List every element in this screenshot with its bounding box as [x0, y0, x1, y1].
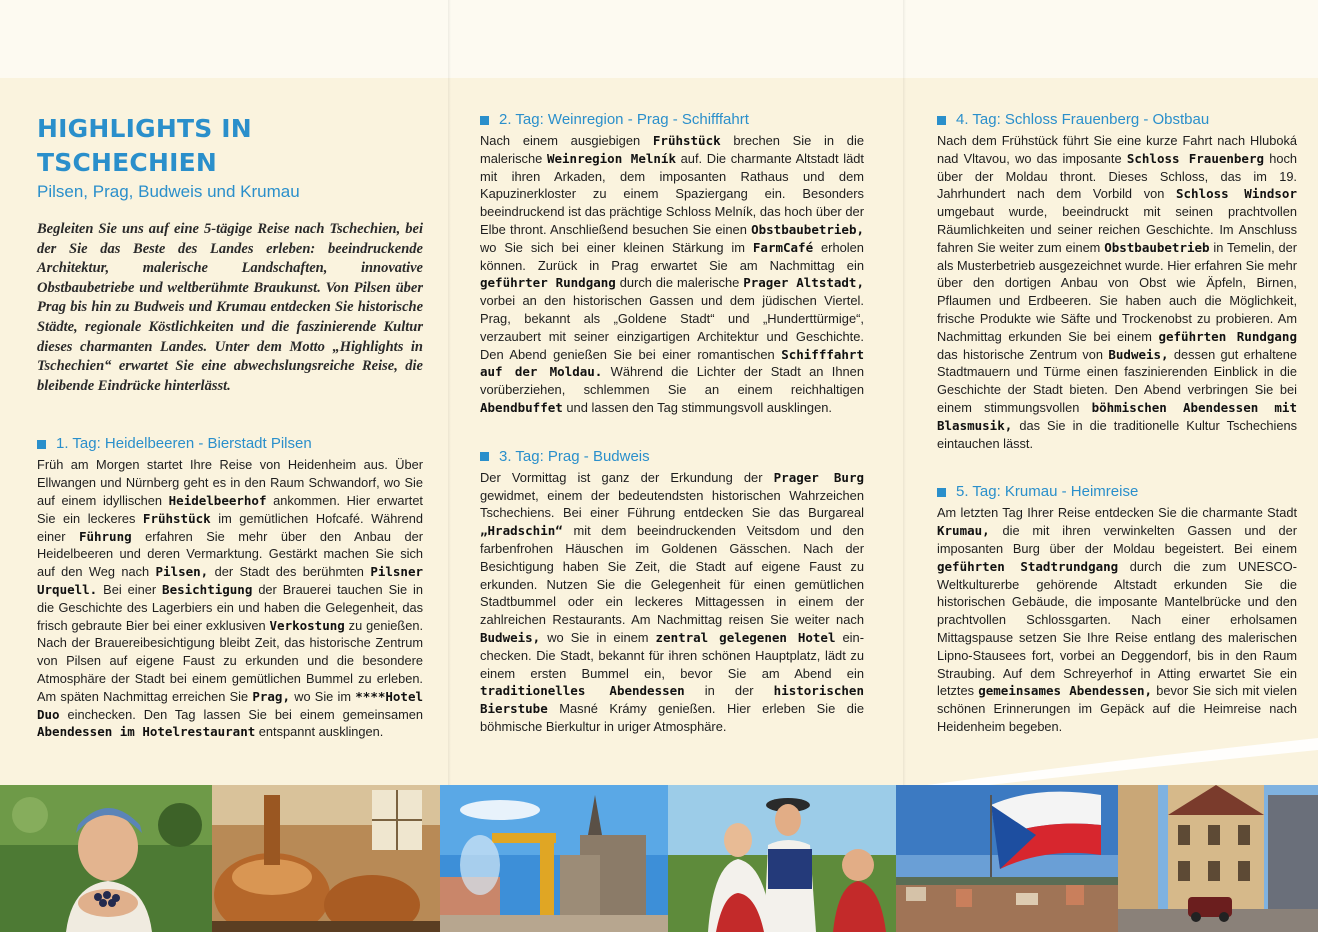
body-text: wo Sie im	[289, 688, 356, 704]
highlight-term: Prag,	[252, 688, 290, 704]
highlight-term: historischen Bierstube	[480, 683, 864, 717]
body-text: brechen Sie in die malerische	[480, 133, 864, 166]
body-text: die mit ihren verwinkelten Gassen und der imposanten Burg über der Moldau begeistert. Bei einem	[937, 523, 1297, 556]
highlight-term: geführten Rundgang	[1158, 328, 1297, 344]
body-text: Früh am Morgen startet Ihre Reise von Heidenheim aus. Über Ellwangen und Nürnberg geht es in den Raum Schwandorf, wo Sie auf einem idyllischen	[37, 457, 423, 508]
body-text: Während die Lichter der Stadt an Ihnen vorüberziehen, schlemmen Sie an einem reichhaltigen	[480, 364, 864, 398]
body-text: wo Sie sich bei einer kleinen Stärkung im	[480, 239, 753, 255]
body-text: das Sie in die traditionelle Kultur Tschechiens eintauchen lässt.	[937, 417, 1297, 451]
body-text: erholen können. Zurück in Prag erwartet Sie am Nachmittag ein	[480, 239, 864, 273]
body-text: auf. Die charmante Altstadt lädt mit ihren Arkaden, dem imposanten Rathaus und dem Kapuzinerkloster zu einem Spaziergang ein. Besonders beeindruckend ist das prächtige Schloss Melník, das hoch über der Elbe thront. Anschließend besuchen Sie einen	[480, 150, 864, 237]
highlight-term: ****Hotel Duo	[37, 688, 423, 722]
day-heading-label: 3. Tag: Prag - Budweis	[499, 447, 650, 465]
body-text: Bei einer	[97, 581, 163, 597]
body-text: vorbei an den historischen Gassen und dem jüdischen Viertel. Prag, bekannt als „Goldene Stadt“ und „Hunderttürmige“, verzaubert mit seiner einzigartigen Architektur und Geschichte. Den Abend genießen Sie bei einer romantischen	[480, 293, 864, 362]
body-text: dessen gut erhaltene Stadtmauern und Türme einen faszinierenden Einblick in die Geschichte der Stadt bieten. Den Abend verbringen Sie bei einem stimmungsvollen	[937, 346, 1297, 415]
highlight-term: Obstbaubetrieb,	[751, 221, 864, 237]
body-text: Masné Krámy genießen. Hier erleben Sie die böhmische Bierkultur in uriger Atmosphäre.	[480, 701, 864, 734]
day-heading-label: 2. Tag: Weinregion - Prag - Schifffahrt	[499, 111, 749, 128]
body-text: und lassen den Tag stimmungsvoll ausklingen.	[562, 399, 832, 415]
body-text: gewidmet, einem der bedeutendsten historischen Wahrzeichen Tschechiens. Bei einer Führung entdecken Sie das Burgareal	[480, 487, 864, 521]
day-heading-label: 5. Tag: Krumau - Heimreise	[956, 483, 1139, 501]
photo-strip	[0, 785, 1318, 932]
body-text: durch die malerische	[615, 275, 744, 291]
highlight-term: Frühstück	[652, 133, 721, 148]
highlight-term: Prager Burg	[773, 469, 864, 485]
photo-prague-flag-panorama	[896, 785, 1118, 932]
body-text: wo Sie in einem	[540, 629, 656, 645]
highlight-term: Abendbuffet	[480, 399, 563, 415]
photo-prague-old-town-hall	[1118, 785, 1318, 932]
highlight-term: Prager Altstadt,	[743, 275, 864, 291]
highlight-term: Weinregion Melník	[546, 150, 676, 166]
highlight-term: geführten Stadtrundgang	[937, 558, 1119, 574]
body-text: durch die zum UNESCO-Weltkulturerbe gehörende Altstadt erkunden Sie die historischen Gebäude, die imposante Mantelbrücke und den prachtvollen Schlossgarten. Nach einer erholsamen Mittagspause setzen Sie Ihre Reise entlang des malerischen Lipno-Stausees fort, vorbei an Deggendorf, bis in den Raum Straubing. Auf dem Schreyerhof in Atting erwartet Sie ein letztes	[937, 558, 1297, 699]
highlight-term: Budweis,	[1108, 346, 1169, 362]
photo-folk-dancers	[668, 785, 896, 932]
highlight-term: gemeinsames Abendessen,	[978, 683, 1153, 699]
highlight-term: Pilsner Urquell.	[37, 564, 423, 597]
photo-pilsen-square-fountain	[440, 785, 668, 932]
highlight-term: Schloss Windsor	[1176, 186, 1297, 202]
highlight-term: Obstbaubetrieb	[1104, 239, 1210, 255]
body-text: Nach einem ausgiebigen	[480, 133, 653, 148]
highlight-term: „Hradschin“	[480, 523, 563, 539]
highlight-term: Schloss Frauenberg	[1126, 150, 1264, 166]
highlight-term: geführter Rundgang	[480, 275, 616, 291]
body-text: in der	[684, 683, 774, 699]
highlight-term: Abendessen im Hotelrestaurant	[37, 724, 256, 740]
highlight-term: traditionelles Abendessen	[480, 683, 685, 699]
day-heading-label: 1. Tag: Heidelbeeren - Bierstadt Pilsen	[56, 435, 312, 453]
body-text: der Stadt des berühmten	[208, 564, 371, 580]
photo-brewhouse-kettles	[212, 785, 440, 932]
body-text: das historische Zentrum von	[937, 346, 1109, 362]
body-text: erfahren Sie mehr über den Anbau der Heidelbeeren und deren Vermarktung. Gestärkt machen Sie sich auf den Weg nach	[37, 528, 423, 580]
highlight-term: FarmCafé	[752, 239, 814, 255]
photo-blueberry-picker	[0, 785, 212, 932]
body-text: hoch über der Moldau thront. Dieses Schloss, das im 19. Jahrhundert nach dem Vorbild von	[937, 150, 1297, 202]
body-text: in Temelin, der als Musterbetrieb ausgezeichnet wurde. Hier erfahren Sie mehr über den dortigen Anbau von Obst wie Äpfeln, Birnen, Pflaumen und Erdbeeren. Sie haben auch die Möglichkeit, frische Produkte wie Säfte und Trockenobst zu probieren. Am Nachmittag erkunden Sie bei einem	[937, 239, 1297, 344]
brochure-title: HIGHLIGHTS IN TSCHECHIEN	[37, 114, 252, 177]
highlight-term: Verkostung	[269, 617, 345, 633]
highlight-term: Schifffahrt auf der Moldau.	[480, 346, 864, 380]
day-heading-label: 4. Tag: Schloss Frauenberg - Obstbau	[956, 111, 1210, 128]
body-text: Nach dem Frühstück führt Sie eine kurze Fahrt nach Hluboká nad Vltavou, wo das imposante	[937, 133, 1297, 166]
body-text: mit dem beeindruckenden Veitsdom und den farbenfrohen Häuschen im Goldenen Gässchen. Nach der Besichtigung haben Sie Zeit, die Stadt auf eigene Faust zu erkunden. Nutzen Sie die Gelegenheit für einen gemütlichen Stadtbummel oder ein leckeres Mittagessen in einem der zahlreichen Restaurants. Am Nachmittag reisen Sie weiter nach	[480, 523, 864, 628]
body-text: im gemütlichen Hofcafé. Während einer	[37, 510, 424, 544]
body-text: Am letzten Tag Ihrer Reise entdecken Sie die charmante Stadt	[937, 505, 1297, 521]
highlight-term: Pilsen,	[155, 564, 209, 580]
body-text: einchecken. Den Tag lassen Sie bei einem gemeinsamen	[59, 706, 423, 722]
highlight-term: Frühstück	[142, 510, 211, 526]
body-text: der Brauerei tauchen Sie in die Geschichte des Lagerbiers ein und haben die Gelegenheit, das frisch gebraute Bier bei einer exklusiven	[37, 581, 423, 633]
intro-paragraph: Begleiten Sie uns auf eine 5-tägige Reise nach Tschechien, bei der Sie das Beste des Landes erleben: beeindruckende Architektur, malerische Landschaften, innovative Obstbaubetriebe und weltberühmte Braukunst. Von Pilsen über Prag bis hin zu Budweis und Krumau entdecken Sie historische Städte, regionale Köstlichkeiten und die faszinierende Kultur dieses charmanten Landes. Unter dem Motto „Highlights in Tschechien“ erwartet Sie eine abwechslungsreiche Reise, die bleibende Eindrücke hinterlässt.	[37, 221, 423, 394]
highlight-term: Heidelbeerhof	[168, 492, 267, 508]
highlight-term: böhmischen Abendessen mit Blasmusik,	[937, 399, 1297, 433]
body-text: zu genießen. Nach der Brauereibesichtigung bleibt Zeit, das historische Zentrum von Pilsen auf eigene Faust zu erkunden und die besondere Atmosphäre der Stadt bei einem gemütlichen Bummel zu erleben. Am späten Nachmittag erreichen Sie	[37, 617, 424, 704]
highlight-term: Budweis,	[480, 629, 541, 645]
body-text: umgebaut wurde, beeindruckt mit seinen prachtvollen Räumlichkeiten und seiner reichen Geschichte. Im Anschluss fahren Sie weiter zum einem	[937, 204, 1297, 255]
body-text: ein-checken. Die Stadt, bekannt für ihren schönen Hauptplatz, lädt zu einem ersten Bummel ein, bevor Sie am Abend ein	[480, 629, 864, 681]
body-text: bevor Sie sich mit vielen schönen Erinnerungen im Gepäck auf die Heimreise nach Heidenheim begeben.	[937, 683, 1297, 734]
highlight-term: Krumau,	[937, 523, 990, 539]
body-text: entspannt ausklingen.	[255, 724, 384, 740]
body-text: Der Vormittag ist ganz der Erkundung der	[480, 469, 774, 485]
body-text: ankommen. Hier erwartet Sie ein leckeres	[37, 492, 423, 526]
highlight-term: Führung	[78, 528, 132, 544]
highlight-term: Besichtigung	[162, 581, 253, 597]
brochure-subtitle: Pilsen, Prag, Budweis und Krumau	[37, 182, 300, 201]
highlight-term: zentral gelegenen Hotel	[655, 629, 836, 645]
